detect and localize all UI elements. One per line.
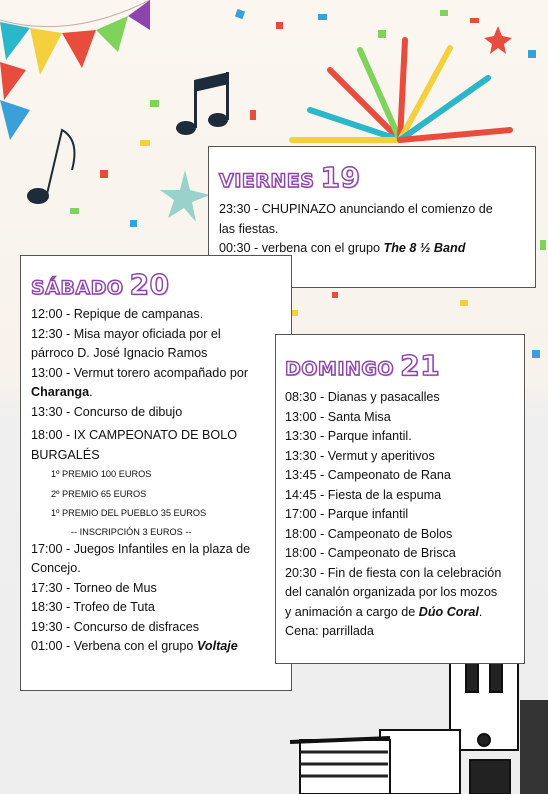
prize-line: 2º PREMIO 65 EUROS bbox=[51, 488, 147, 499]
schedule-line: 20:30 - Fin de fiesta con la celebración bbox=[285, 565, 502, 580]
sunday-day-title: DOMINGO 21 bbox=[285, 349, 441, 382]
schedule-line: 13:00 - Vermut torero acompañado por bbox=[31, 365, 249, 380]
bunting-flags-icon bbox=[0, 0, 150, 140]
schedule-line: 19:30 - Concurso de disfraces bbox=[31, 619, 200, 634]
schedule-line: 08:30 - Dianas y pasacalles bbox=[285, 390, 440, 404]
schedule-line: 01:00 - Verbena con el grupo Voltaje bbox=[31, 639, 238, 653]
prize-line: 1º PREMIO 100 EUROS bbox=[51, 469, 152, 479]
music-note-icon bbox=[176, 72, 229, 135]
schedule-line: 13:45 - Campeonato de Rana bbox=[285, 468, 451, 482]
schedule-line: 23:30 - CHUPINAZO anunciando el comienzo de bbox=[219, 202, 493, 216]
schedule-line: 12:00 - Repique de campanas. bbox=[31, 307, 204, 321]
schedule-line: 17:00 - Parque infantil bbox=[285, 507, 409, 521]
schedule-line: 13:30 - Parque infantil. bbox=[285, 429, 412, 443]
band-name: Charanga bbox=[31, 385, 90, 399]
schedule-line: 13:30 - Concurso de dibujo bbox=[31, 404, 183, 419]
schedule-line: 13:30 - Vermut y aperitivos bbox=[285, 448, 435, 463]
schedule-line: 18:30 - Trofeo de Tuta bbox=[31, 600, 155, 614]
band-name: The 8 ½ Band bbox=[383, 241, 466, 255]
schedule-line: 13:00 - Santa Misa bbox=[285, 409, 391, 424]
sunday-schedule-card bbox=[275, 334, 525, 664]
schedule-line: párroco D. José Ignacio Ramos bbox=[31, 346, 208, 360]
band-name: Voltaje bbox=[196, 639, 238, 653]
schedule-line: 17:00 - Juegos Infantiles en la plaza de bbox=[31, 541, 251, 556]
saturday-schedule-card bbox=[20, 255, 292, 691]
schedule-line: y animación a cargo de Dúo Coral. bbox=[285, 604, 483, 619]
schedule-line: del canalón organizada por los mozos bbox=[285, 585, 498, 599]
registration-fee: -- INSCRIPCIÓN 3 EUROS -- bbox=[71, 526, 192, 537]
saturday-day-title: SÁBADO 20 bbox=[31, 268, 170, 301]
schedule-line: las fiestas. bbox=[219, 221, 279, 236]
schedule-line: 18:00 - Campeonato de Bolos bbox=[285, 526, 453, 541]
prize-line: 1º PREMIO DEL PUEBLO 35 EUROS bbox=[51, 508, 207, 518]
schedule-line: 17:30 - Torneo de Mus bbox=[31, 580, 157, 595]
schedule-line: 12:30 - Misa mayor oficiada por el bbox=[31, 326, 221, 341]
band-name: Dúo Coral bbox=[418, 604, 479, 619]
friday-day-title: VIERNES 19 bbox=[219, 161, 361, 194]
schedule-line: BURGALÉS bbox=[31, 447, 100, 462]
schedule-line: 18:00 - Campeonato de Brisca bbox=[285, 546, 456, 560]
fireworks-burst-icon bbox=[292, 40, 510, 140]
schedule-line: 14:45 - Fiesta de la espuma bbox=[285, 487, 442, 502]
music-note-icon bbox=[28, 130, 74, 203]
schedule-line: Charanga. bbox=[31, 385, 93, 399]
schedule-line: Concejo. bbox=[31, 561, 81, 575]
schedule-line: 18:00 - IX CAMPEONATO DE BOLO bbox=[31, 428, 237, 442]
schedule-line: 00:30 - verbena con el grupo The 8 ½ Band bbox=[219, 241, 466, 255]
schedule-line: Cena: parrillada bbox=[285, 624, 374, 638]
